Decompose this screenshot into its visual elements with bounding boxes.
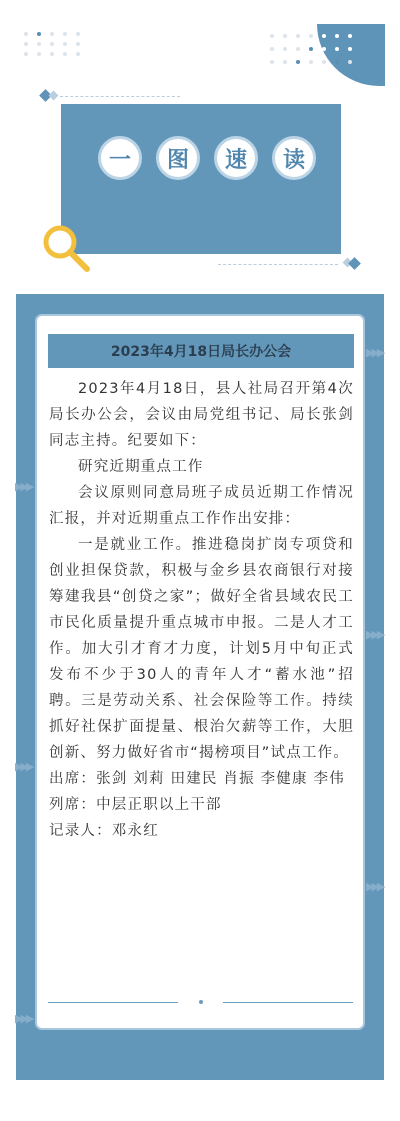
footer-divider <box>223 1002 353 1003</box>
paragraph: 研究近期重点工作 <box>78 459 204 475</box>
observers: 列席：中层正职以上干部 <box>49 797 222 813</box>
banner-char: 图 <box>156 136 200 180</box>
paragraph: 会议原则同意局班子成员近期工作情况汇报，并对近期重点工作作出安排： <box>49 485 354 527</box>
article-title: 2023年4月18日局长办公会 <box>48 334 354 368</box>
divider <box>218 264 338 265</box>
diamond-icon <box>49 91 59 101</box>
arrow-icon: ▶▶▶ <box>15 760 32 773</box>
magnifier-icon <box>40 224 94 274</box>
diamond-icon <box>348 257 361 270</box>
banner-title <box>98 136 316 180</box>
dot-grid-left <box>24 32 80 56</box>
arrow-icon: ▶▶▶ <box>366 628 383 641</box>
article-card <box>35 314 365 1030</box>
banner-char: 速 <box>214 136 258 180</box>
footer-dot <box>199 1000 203 1004</box>
dot-grid-right <box>270 34 352 64</box>
arrow-icon: ▶▶▶ <box>15 480 32 493</box>
footer-divider <box>48 1002 178 1003</box>
attendees: 出席：张剑 刘莉 田建民 肖振 李健康 李伟 <box>49 771 345 787</box>
banner-char: 读 <box>272 136 316 180</box>
recorder: 记录人：邓永红 <box>49 823 159 839</box>
arrow-icon: ▶▶▶ <box>15 1012 32 1025</box>
divider <box>60 96 180 97</box>
arrow-icon: ▶▶▶ <box>366 346 383 359</box>
article-body <box>49 376 354 844</box>
banner-char: 一 <box>98 136 142 180</box>
paragraph: 2023年4月18日，县人社局召开第4次局长办公会，会议由局党组书记、局长张剑同志主持。纪要如下： <box>49 381 354 449</box>
paragraph: 一是就业工作。推进稳岗扩岗专项贷和创业担保贷款，积极与金乡县农商银行对接筹建我县“创贷之家”；做好全省县域农民工市民化质量提升重点城市申报。二是人才工作。加大引才育才力度，计划5月中旬正式发布不少于30人的青年人才“蓄水池”招聘。三是劳动关系、社会保险等工作。持续抓好社保扩面提量、根治欠薪等工作，大胆创新、努力做好省市“揭榜项目”试点工作。 <box>49 537 354 761</box>
arrow-icon: ▶▶▶ <box>366 880 383 893</box>
